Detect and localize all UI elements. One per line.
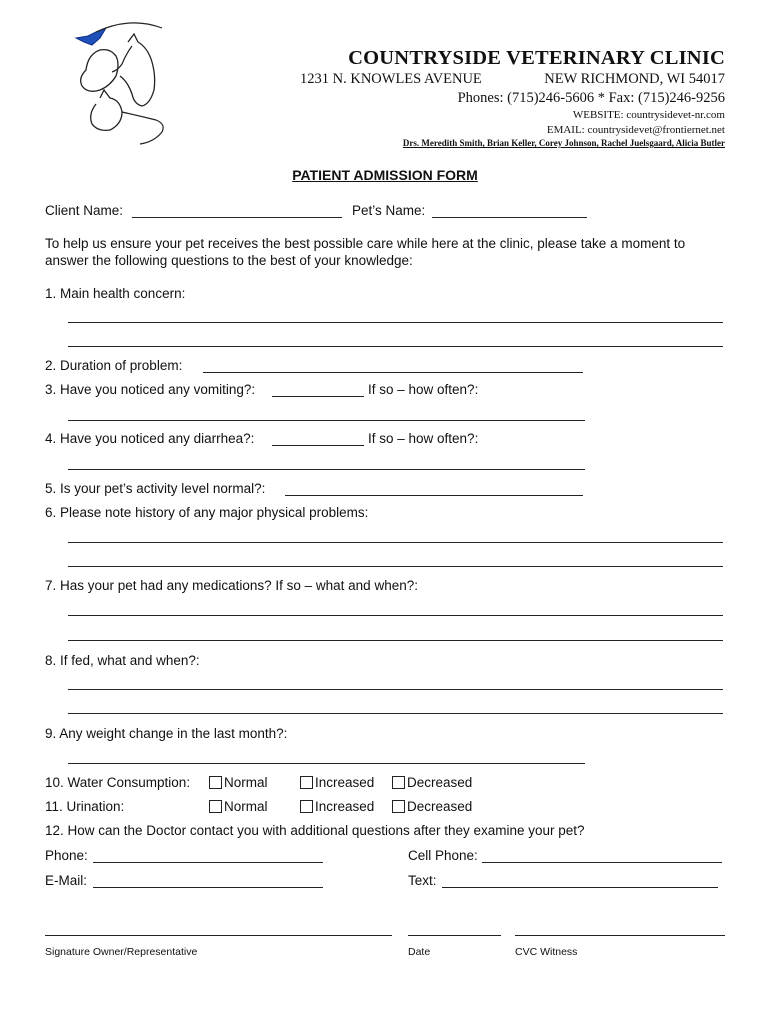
question-4-followup-field[interactable] [68,469,585,470]
question-3-followup-field[interactable] [68,420,585,421]
phone-label: Phone: [45,848,88,863]
clinic-logo [70,20,170,148]
cell-phone-label: Cell Phone: [408,848,478,863]
intro-text-line-2: answer the following questions to the best of your knowledge: [45,253,413,268]
question-6-field-line-2[interactable] [68,566,723,567]
witness-field[interactable] [515,935,725,936]
question-8-field-line-1[interactable] [68,689,723,690]
question-8-field-line-2[interactable] [68,713,723,714]
urination-normal-label: Normal [224,799,268,814]
witness-label: CVC Witness [515,946,578,958]
email-field[interactable] [93,887,323,888]
question-4-field[interactable] [272,445,364,446]
question-9-label: 9. Any weight change in the last month?: [45,726,288,741]
clinic-street-address: 1231 N. KNOWLES AVENUE [300,71,482,87]
date-field[interactable] [408,935,501,936]
question-7-field-line-2[interactable] [68,640,723,641]
question-1-label: 1. Main health concern: [45,286,186,301]
urination-increased-checkbox[interactable] [300,800,313,813]
question-3-field[interactable] [272,396,364,397]
urination-decreased-option[interactable] [392,799,472,814]
question-3-label: 3. Have you noticed any vomiting?: [45,382,256,397]
water-normal-checkbox[interactable] [209,776,222,789]
client-name-label: Client Name: [45,203,124,218]
urination-normal-checkbox[interactable] [209,800,222,813]
question-8-label: 8. If fed, what and when?: [45,653,200,668]
question-3-followup-label: If so – how often?: [368,382,479,397]
client-name-field[interactable] [132,217,342,218]
water-normal-option[interactable] [209,775,268,790]
intro-text-line-1: To help us ensure your pet receives the best possible care while here at the clinic, please take a moment to [45,236,686,251]
question-6-label: 6. Please note history of any major physical problems: [45,505,369,520]
pet-name-label: Pet’s Name: [352,203,426,218]
phone-field[interactable] [93,862,323,863]
question-5-label: 5. Is your pet’s activity level normal?: [45,481,266,496]
clinic-doctors: Drs. Meredith Smith, Brian Keller, Corey Johnson, Rachel Juelsgaard, Alicia Butler [402,138,725,148]
clinic-website: WEBSITE: countrysidevet-nr.com [572,109,725,121]
urination-normal-option[interactable] [209,799,268,814]
clinic-email: EMAIL: countrysidevet@frontiernet.net [546,124,725,136]
question-4-label: 4. Have you noticed any diarrhea?: [45,431,255,446]
cell-phone-field[interactable] [482,862,722,863]
question-7-label: 7. Has your pet had any medications? If so – what and when?: [45,578,418,593]
question-10-label: 10. Water Consumption: [45,775,191,790]
signature-label: Signature Owner/Representative [45,946,198,958]
question-1-field-line-1[interactable] [68,322,723,323]
pet-name-field[interactable] [432,217,587,218]
question-5-field[interactable] [285,495,583,496]
clinic-phones: Phones: (715)246-5606 * Fax: (715)246-9256 [457,90,725,106]
question-2-field[interactable] [203,372,583,373]
question-4-followup-label: If so – how often?: [368,431,479,446]
urination-increased-label: Increased [315,799,375,814]
form-title: PATIENT ADMISSION FORM [292,167,478,183]
question-12-label: 12. How can the Doctor contact you with additional questions after they examine your pet? [45,823,585,838]
text-label: Text: [408,873,437,888]
urination-decreased-checkbox[interactable] [392,800,405,813]
water-increased-label: Increased [315,775,375,790]
clinic-name: COUNTRYSIDE VETERINARY CLINIC [348,47,725,69]
question-7-field-line-1[interactable] [68,615,723,616]
email-label: E-Mail: [45,873,88,888]
question-2-label: 2. Duration of problem: [45,358,183,373]
urination-increased-option[interactable] [300,799,374,814]
date-label: Date [408,946,431,958]
question-6-field-line-1[interactable] [68,542,723,543]
signature-field[interactable] [45,935,392,936]
water-increased-checkbox[interactable] [300,776,313,789]
water-decreased-checkbox[interactable] [392,776,405,789]
water-decreased-label: Decreased [407,775,473,790]
clinic-city-state: NEW RICHMOND, WI 54017 [544,71,725,87]
question-9-field[interactable] [68,763,585,764]
text-field[interactable] [442,887,718,888]
question-1-field-line-2[interactable] [68,346,723,347]
water-decreased-option[interactable] [392,775,472,790]
urination-decreased-label: Decreased [407,799,473,814]
water-normal-label: Normal [224,775,268,790]
question-11-label: 11. Urination: [45,799,125,814]
water-increased-option[interactable] [300,775,374,790]
